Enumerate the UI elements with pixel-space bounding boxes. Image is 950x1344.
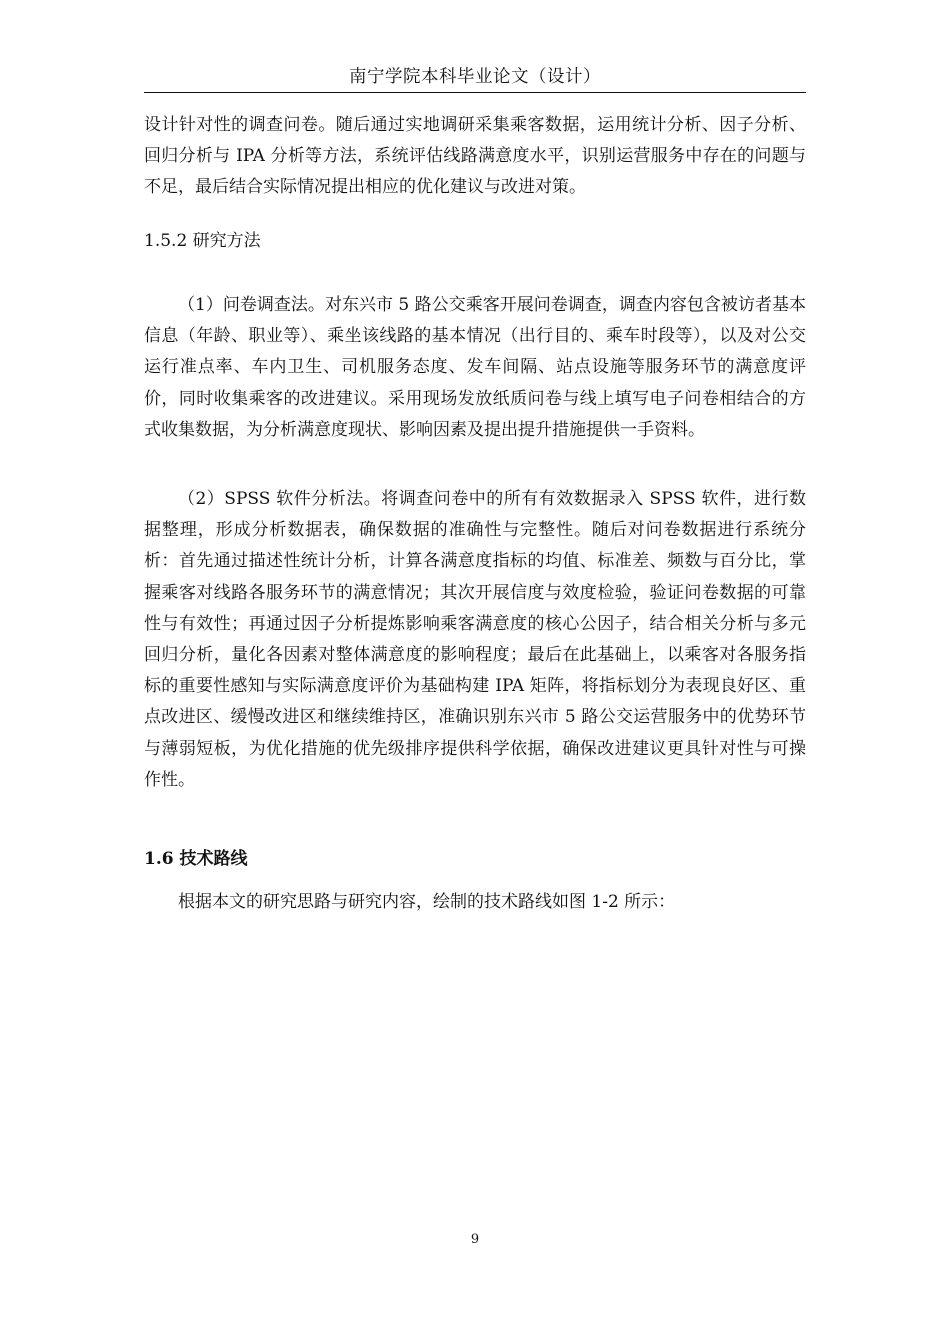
section-1-6-title: 1.6 技术路线 bbox=[144, 849, 248, 869]
paragraph-technical-route: 根据本文的研究思路与研究内容，绘制的技术路线如图 1-2 所示： bbox=[178, 892, 676, 912]
paragraph-method-questionnaire: （1）问卷调查法。对东兴市 5 路公交乘客开展问卷调查，调查内容包含被访者基本信息（年龄、职业等）、乘坐该线路的基本情况（出行目的、乘车时段等），以及对公交运行准点率、车内卫生、司机服务态度、发车间隔、站点设施等服务环节的满意度评价，同时收集乘客的改进建议。采用现场发放纸质问卷与线上填写电子问卷相结合的方式收集数据，为分析满意度现状、影响因素及提出提升措施提供一手资料。 bbox=[144, 295, 806, 440]
page-header: 南宁学院本科毕业论文（设计） bbox=[349, 67, 601, 87]
page-number: 9 bbox=[470, 1232, 480, 1247]
section-1-5-2-title: 1.5.2 研究方法 bbox=[144, 231, 261, 251]
paragraph-method-spss: （2）SPSS 软件分析法。将调查问卷中的所有有效数据录入 SPSS 软件，进行数据整理，形成分析数据表，确保数据的准确性与完整性。随后对问卷数据进行系统分析：首先通过描述性统计分析，计算各满意度指标的均值、标准差、频数与百分比，掌握乘客对线路各服务环节的满意情况；其次开展信度与效度检验，验证问卷数据的可靠性与有效性；再通过因子分析提炼影响乘客满意度的核心公因子，结合相关分析与多元回归分析，量化各因素对整体满意度的影响程度；最后在此基础上，以乘客对各服务指标的重要性感知与实际满意度评价为基础构建 IPA 矩阵，将指标划分为表现良好区、重点改进区、缓慢改进区和继续维持区，准确识别东兴市 5 路公交运营服务中的优势环节与薄弱短板，为优化措施的优先级排序提供科学依据，确保改进建议更具针对性与可操作性。 bbox=[144, 489, 806, 790]
header-rule bbox=[144, 92, 806, 93]
paragraph-intro: 设计针对性的调查问卷。随后通过实地调研采集乘客数据，运用统计分析、因子分析、回归分析与 IPA 分析等方法，系统评估线路满意度水平，识别运营服务中存在的问题与不足，最后结合实际情况提出相应的优化建议与改进对策。 bbox=[144, 115, 806, 198]
